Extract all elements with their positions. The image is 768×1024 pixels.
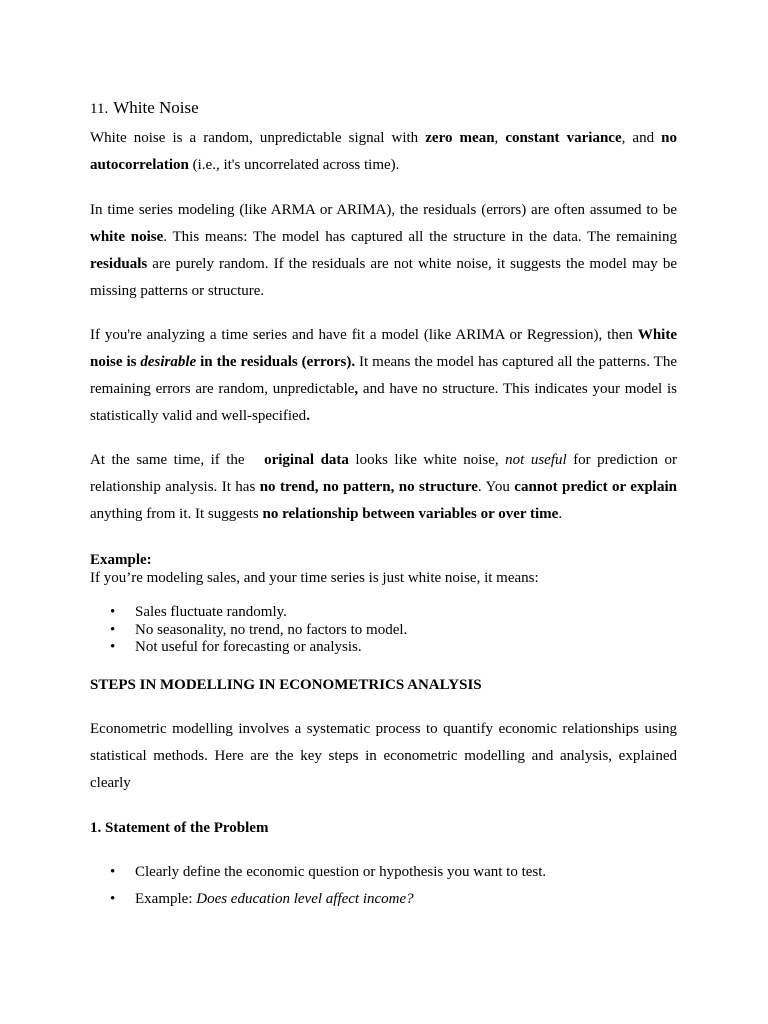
text-run: , and <box>621 130 662 146</box>
text-run: It means the model has captured all the patterns. The remaining errors are random, unpredictable <box>90 354 677 397</box>
paragraph-original-data <box>90 447 677 528</box>
section-number: 11. <box>90 101 109 117</box>
bold-term-residuals: residuals <box>90 256 148 272</box>
text-run: , <box>494 130 506 146</box>
paragraph-desirable <box>90 322 677 430</box>
text-run: . This means: The model has captured all the structure in the data. The remaining <box>163 229 678 245</box>
text-run: anything from it. It suggests <box>90 506 263 522</box>
section-heading <box>90 93 677 119</box>
paragraph-residuals <box>90 197 677 305</box>
list-item <box>90 622 677 640</box>
text-run: (i.e., it's uncorrelated across time). <box>188 157 400 173</box>
text-run: . You <box>477 479 515 495</box>
section-title: White Noise <box>113 98 199 117</box>
bullet-icon: • <box>110 604 116 620</box>
bold-term-in-residuals: in the residuals (errors). <box>196 354 356 370</box>
bold-term-no-trend: no trend, no pattern, no structure <box>259 479 478 495</box>
example-question: Does education level affect income? <box>196 891 414 907</box>
bold-term-zero-mean: zero mean <box>425 130 495 146</box>
text-run: White noise is a random, unpredictable signal with <box>90 130 426 146</box>
list-item <box>90 604 677 622</box>
bullet-icon: • <box>110 639 116 655</box>
list-item <box>90 859 677 886</box>
text-run: looks like white noise, <box>348 452 506 468</box>
bold-term-constant-variance: constant variance <box>505 130 622 146</box>
list-item-text: Sales fluctuate randomly. <box>135 604 287 620</box>
text-run: In time series modeling (like ARMA or ARIMA), the residuals (errors) are often assumed to be <box>90 202 677 218</box>
list-item-text: No seasonality, no trend, no factors to model. <box>135 621 408 638</box>
bold-comma: , <box>354 381 359 397</box>
bullet-icon: • <box>110 864 116 880</box>
list-item <box>90 639 677 657</box>
bullet-icon: • <box>110 891 116 907</box>
step1-bullet-list <box>90 859 677 913</box>
bold-term-no-autocorrelation: no autocorrelation <box>90 130 678 173</box>
bold-term-white-noise-is: White noise is <box>90 327 677 370</box>
text-run: are purely random. If the residuals are not white noise, it suggests the model may be missing patterns or structure. <box>90 256 677 299</box>
italic-term-not-useful: not useful <box>505 452 567 468</box>
example-intro: If you’re modeling sales, and your time series is just white noise, it means: <box>90 570 539 586</box>
bold-italic-term-desirable: desirable <box>140 354 197 370</box>
text-run: . <box>558 506 563 522</box>
text-run: If you're analyzing a time series and have fit a model (like ARIMA or Regression), then <box>90 327 638 343</box>
steps-heading: STEPS IN MODELLING IN ECONOMETRICS ANALYSIS <box>90 677 482 693</box>
step1-heading: 1. Statement of the Problem <box>90 820 269 836</box>
bold-period: . <box>306 408 310 424</box>
list-item <box>90 886 677 913</box>
bold-term-original-data: original data <box>264 452 349 468</box>
list-item-text: Clearly define the economic question or hypothesis you want to test. <box>135 864 547 880</box>
paragraph-definition <box>90 125 677 179</box>
text-run: At the same time, if the <box>90 452 265 468</box>
example-heading: Example: <box>90 552 152 568</box>
text-run: for prediction or relationship analysis. It has <box>90 452 677 495</box>
paragraph-steps-intro: Econometric modelling involves a systematic process to quantify economic relationships using statistical methods. Here are the key steps in econometric modelling and analysis, explained clearly <box>90 721 677 791</box>
example-bullet-list <box>90 604 677 657</box>
bold-term-no-relationship: no relationship between variables or over time <box>262 506 559 522</box>
bold-term-white-noise: white noise <box>90 229 164 245</box>
list-item-text: Not useful for forecasting or analysis. <box>135 639 362 655</box>
list-item-text: Example: <box>135 891 197 907</box>
bullet-icon: • <box>110 621 116 638</box>
text-run: and have no structure. This indicates your model is statistically valid and well-specified <box>90 381 677 424</box>
bold-term-cannot-predict: cannot predict or explain <box>514 479 677 495</box>
